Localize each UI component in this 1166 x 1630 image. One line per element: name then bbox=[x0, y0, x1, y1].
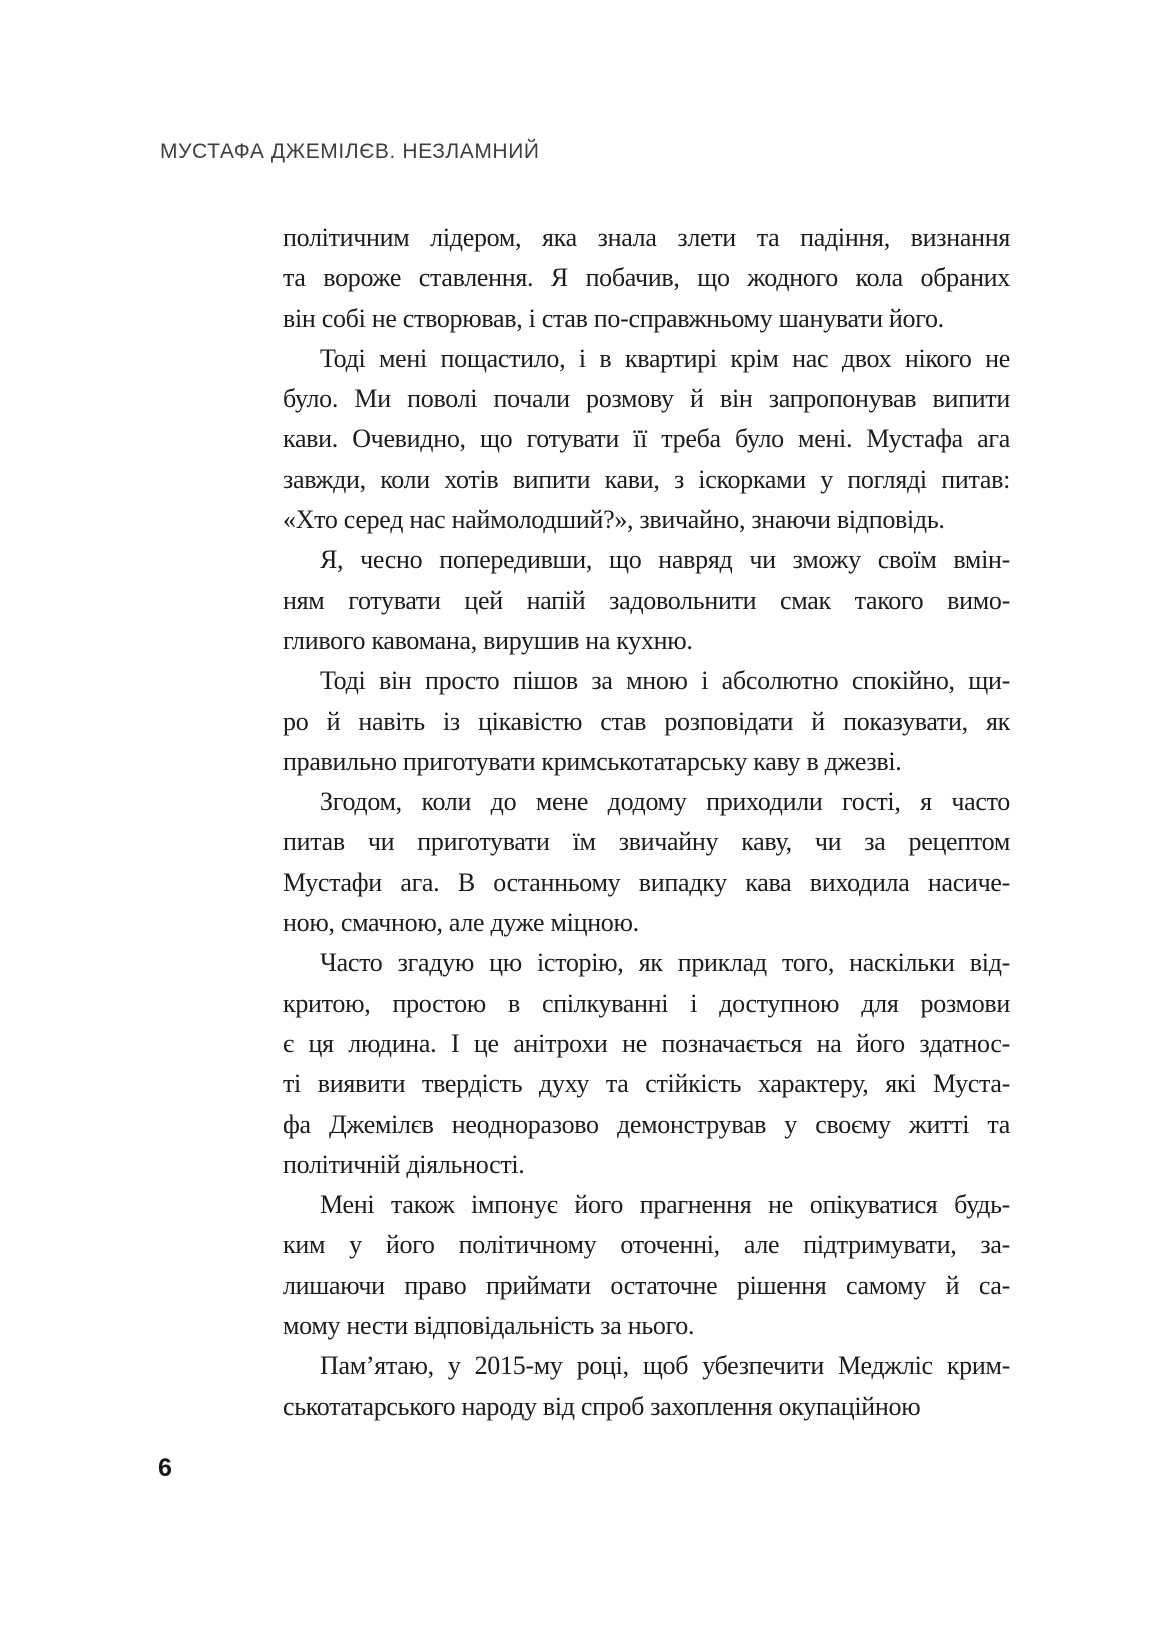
text-line: Тоді мені пощастило, і в квартирі крім нас двох нікого не bbox=[320, 343, 1010, 373]
text-line: ням готувати цей напій задовольнити смак такого вимо- bbox=[283, 585, 1010, 615]
text-line: кави. Очевидно, що готувати її треба було мені. Мустафа ага bbox=[283, 424, 1010, 454]
text-line: критою, простою в спілкуванні і доступною для розмови bbox=[283, 988, 1010, 1018]
text-line: політичній діяльності. bbox=[283, 1149, 525, 1179]
text-line: ськотатарського народу від спроб захоплення окупаційною bbox=[283, 1391, 921, 1421]
text-line: «Хто серед нас наймолодший?», звичайно, знаючи відповідь. bbox=[283, 505, 945, 535]
text-line: було. Ми поволі почали розмову й він запропонував випити bbox=[283, 384, 1010, 414]
text-line: ною, смачною, але дуже міцною. bbox=[283, 908, 639, 938]
text-line: та вороже ставлення. Я побачив, що жодного кола обраних bbox=[283, 263, 1010, 293]
text-line: Часто згадую цю історію, як приклад того, наскільки від- bbox=[320, 948, 1010, 978]
text-line: він собі не створював, і став по-справжньому шанувати його. bbox=[283, 303, 944, 333]
text-line: правильно приготувати кримськотатарську каву в джезві. bbox=[283, 746, 902, 776]
text-line: політичним лідером, яка знала злети та падіння, визнання bbox=[283, 223, 1010, 252]
text-line: ті виявити твердість духу та стійкість характеру, які Муста- bbox=[283, 1069, 1010, 1099]
text-line: завжди, коли хотів випити кави, з іскорками у погляді питав: bbox=[283, 464, 1010, 494]
text-line: ким у його політичному оточенні, але підтримувати, за- bbox=[283, 1230, 1010, 1260]
paragraph bbox=[283, 540, 1010, 661]
text-line: Мені також імпонує його прагнення не опікуватися будь- bbox=[320, 1190, 1010, 1220]
text-line: є ця людина. І це анітрохи не позначається на його здатнос- bbox=[283, 1028, 1010, 1058]
text-line: гливого кавомана, вирушив на кухню. bbox=[283, 625, 693, 655]
text-line: Мустафи ага. В останньому випадку кава виходила насиче- bbox=[283, 867, 1010, 897]
body-text bbox=[283, 218, 1010, 1427]
running-header: МУСТАФА ДЖЕМІЛЄВ. НЕЗЛАМНИЙ bbox=[160, 140, 540, 163]
text-line: фа Джемілєв неодноразово демонстрував у своєму житті та bbox=[283, 1109, 1010, 1139]
text-line: Тоді він просто пішов за мною і абсолютно спокійно, щи- bbox=[320, 666, 1010, 696]
text-line: Я, чесно попередивши, що навряд чи зможу своїм вмін- bbox=[320, 545, 1010, 575]
paragraph bbox=[283, 339, 1010, 540]
text-line: лишаючи право приймати остаточне рішення самому й са- bbox=[283, 1270, 1010, 1300]
text-line: Згодом, коли до мене додому приходили гості, я часто bbox=[320, 787, 1010, 817]
text-line: Пам’ятаю, у 2015-му році, щоб убезпечити Меджліс крим- bbox=[320, 1351, 1010, 1381]
paragraph bbox=[283, 661, 1010, 782]
page-number: 6 bbox=[158, 1454, 172, 1482]
text-line: ро й навіть із цікавістю став розповідати й показувати, як bbox=[283, 706, 1010, 736]
text-line: мому нести відповідальність за нього. bbox=[283, 1311, 695, 1341]
paragraph bbox=[283, 1346, 1010, 1427]
paragraph bbox=[283, 782, 1010, 943]
paragraph bbox=[283, 1185, 1010, 1346]
paragraph bbox=[283, 943, 1010, 1185]
paragraph bbox=[283, 218, 1010, 339]
text-line: питав чи приготувати їм звичайну каву, чи за рецептом bbox=[283, 827, 1010, 857]
